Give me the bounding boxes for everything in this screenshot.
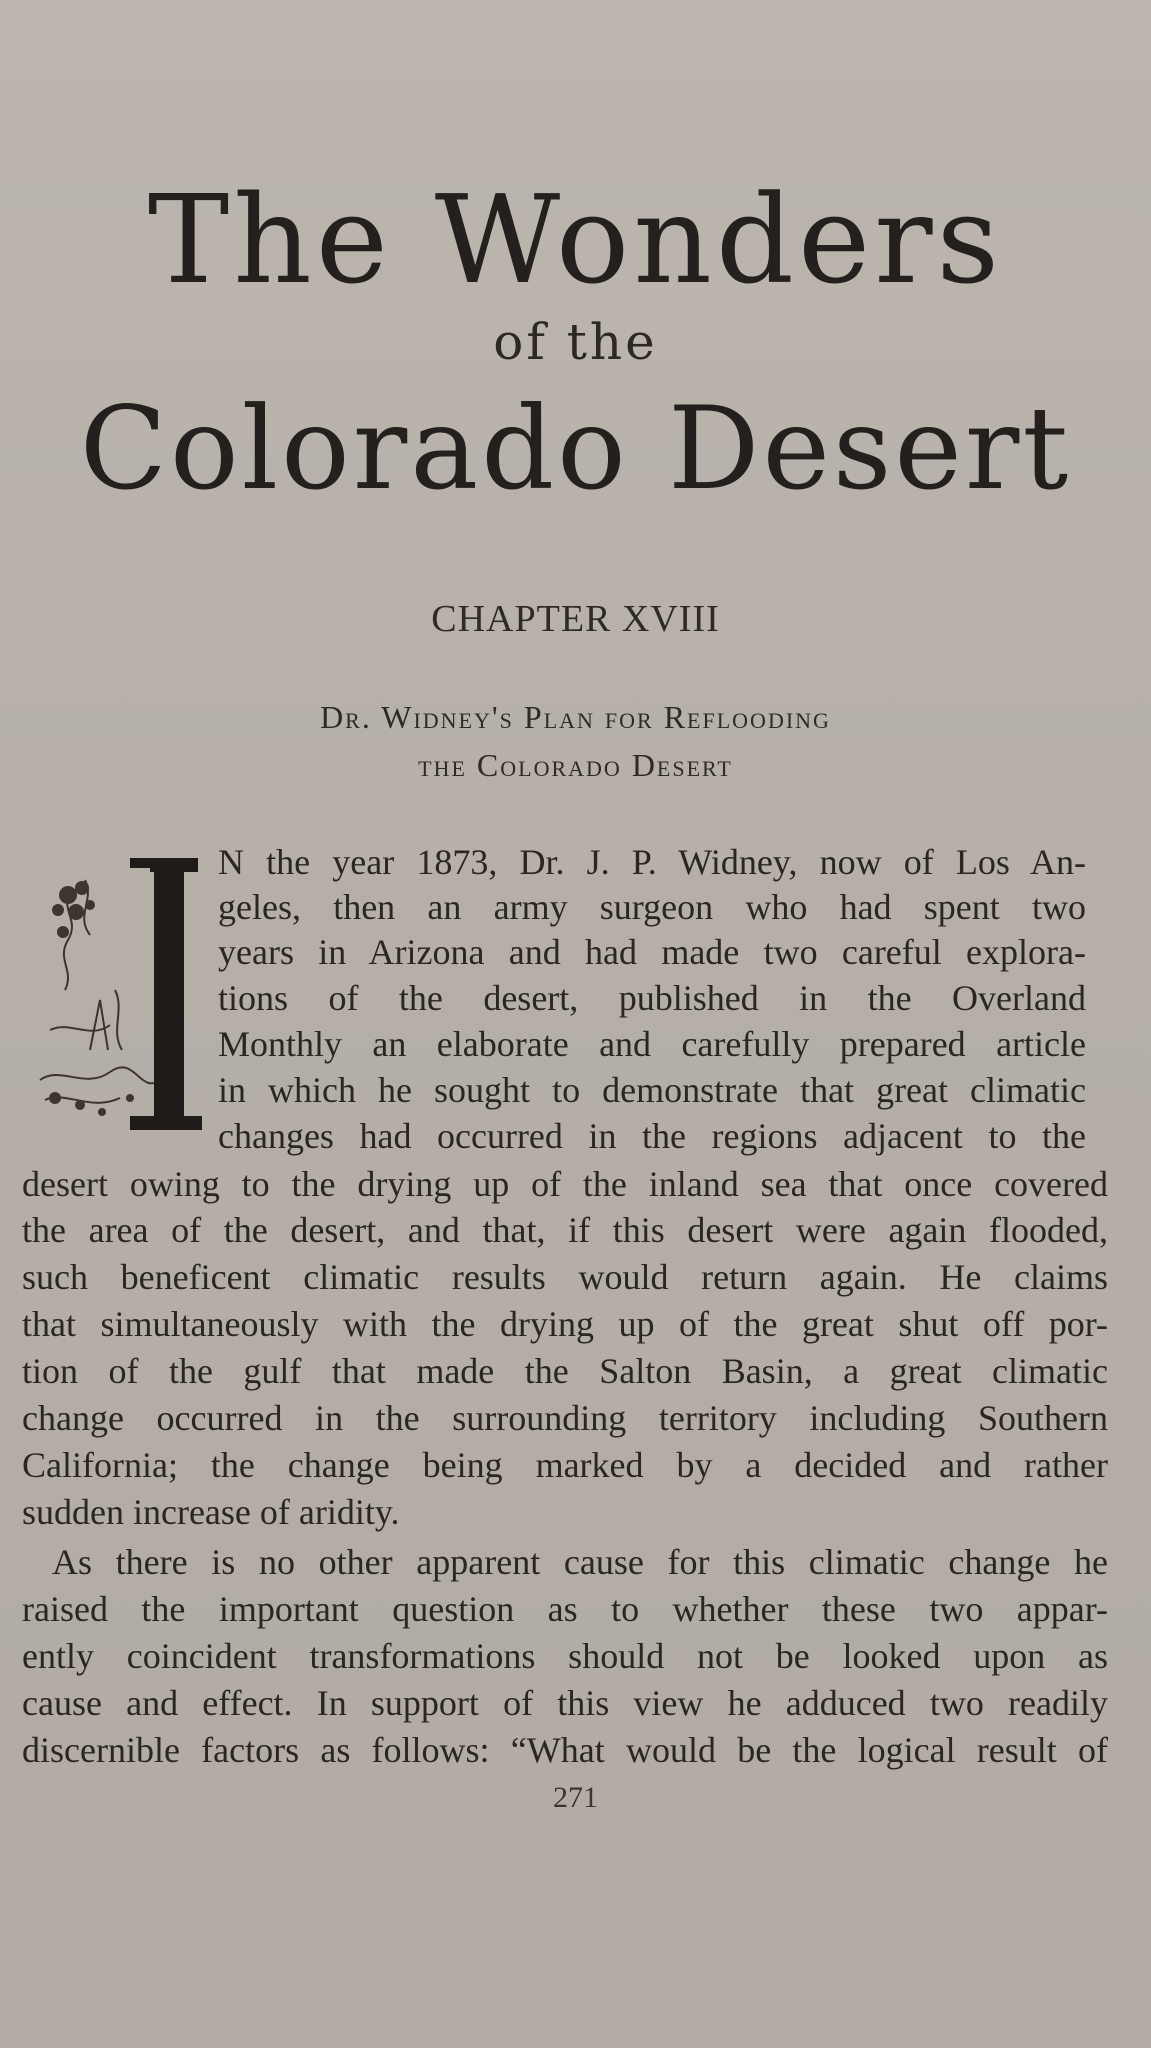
drop-cap-letter: [130, 858, 202, 1130]
chapter-subtitle-line-2: the Colorado Desert: [418, 747, 733, 783]
body-line-7: changes had occurred in the regions adjacent to the: [218, 1116, 1086, 1156]
chapter-subtitle-line-1: Dr. Widney's Plan for Reflooding: [320, 699, 831, 735]
body-line-19: cause and effect. In support of this view he adduced two readily: [22, 1683, 1108, 1723]
chapter-heading: CHAPTER XVIII: [431, 598, 720, 640]
body-line-3: years in Arizona and had made two careful explora-: [218, 932, 1086, 972]
body-line-18: ently coincident transformations should not be looked upon as: [22, 1636, 1108, 1676]
title-line-1: The Wonders: [147, 169, 1004, 311]
body-line-11: that simultaneously with the drying up of the great shut off por-: [22, 1304, 1108, 1344]
title-line-2: of the: [493, 313, 658, 371]
illustrated-drop-cap: [30, 850, 205, 1135]
body-line-16: As there is no other apparent cause for this climatic change he: [52, 1542, 1108, 1582]
body-line-1: N the year 1873, Dr. J. P. Widney, now of Los An-: [218, 842, 1086, 882]
body-line-15: sudden increase of aridity.: [22, 1492, 400, 1532]
body-line-12: tion of the gulf that made the Salton Basin, a great climatic: [22, 1351, 1108, 1391]
page-number: 271: [553, 1781, 598, 1814]
title-line-3: Colorado Desert: [79, 382, 1072, 515]
body-line-14: California; the change being marked by a decided and rather: [22, 1445, 1108, 1485]
body-line-6: in which he sought to demonstrate that great climatic: [218, 1070, 1086, 1110]
body-line-8: desert owing to the drying up of the inland sea that once covered: [22, 1164, 1108, 1204]
body-line-9: the area of the desert, and that, if this desert were again flooded,: [22, 1210, 1108, 1250]
body-line-4: tions of the desert, published in the Overland: [218, 978, 1086, 1018]
body-line-13: change occurred in the surrounding territory including Southern: [22, 1398, 1108, 1438]
body-line-20: discernible factors as follows: “What would be the logical result of: [22, 1730, 1108, 1770]
body-line-17: raised the important question as to whether these two appar-: [22, 1589, 1108, 1629]
body-line-2: geles, then an army surgeon who had spent two: [218, 887, 1086, 927]
body-line-5: Monthly an elaborate and carefully prepared article: [218, 1024, 1086, 1064]
body-line-10: such beneficent climatic results would return again. He claims: [22, 1257, 1108, 1297]
